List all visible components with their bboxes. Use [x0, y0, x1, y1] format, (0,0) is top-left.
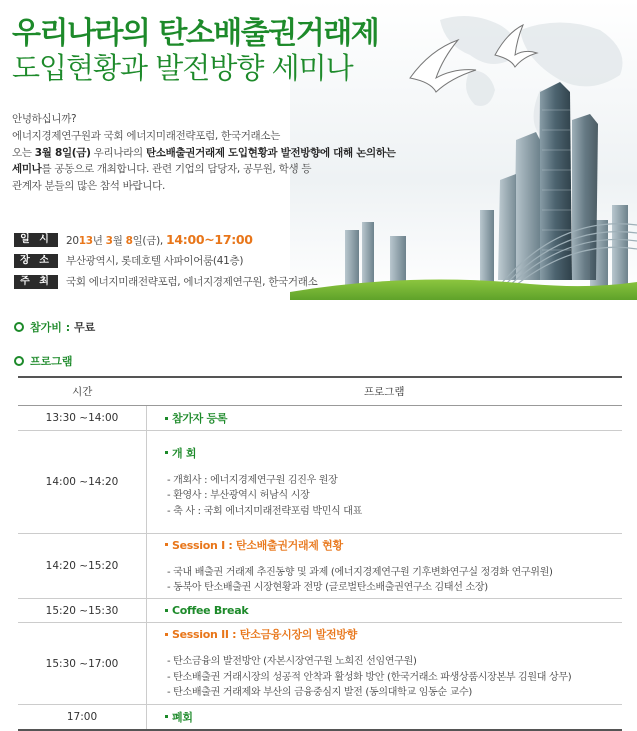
list-item: - 탄소배출권 거래시장의 성공적 안착과 활성화 방안 (한국거래소 파생상품시장본부 김원대 상무) [167, 671, 572, 683]
place-value: 부산광역시, 롯데호텔 사파이어룸(41층) [66, 255, 244, 267]
list-item: - 축 사 : 국회 에너지미래전략포럼 박민식 대표 [167, 505, 363, 517]
bullet-square-icon [165, 451, 168, 454]
page-subtitle: 도입현황과 발전방향 세미나 [12, 51, 353, 85]
list-item: - 동북아 탄소배출권 시장현황과 전망 (글로벌탄소배출권연구소 김태선 소장) [167, 582, 488, 593]
bullet-square-icon [165, 633, 168, 636]
col-program-header: 프로그램 [147, 377, 623, 406]
date-value: 2013년 3월 8일(금), 14:00~17:00 [66, 231, 253, 247]
row-time: 14:20 ~15:20 [18, 534, 147, 599]
table-row [18, 599, 622, 623]
page-title: 우리나라의 탄소배출권거래제 [12, 16, 379, 51]
row-time: 15:20 ~15:30 [18, 599, 147, 623]
list-item: - 탄소배출권 거래제와 부산의 금융중심지 발전 (동의대학교 임동순 교수) [167, 687, 472, 699]
row-title: 개 회 [165, 445, 621, 461]
host-label: 주 최 [14, 275, 58, 289]
place-row [14, 251, 317, 270]
row-items [165, 565, 621, 596]
row-time: 17:00 [18, 705, 147, 730]
program-heading: 프로그램 [14, 353, 73, 369]
bullet-circle-icon [14, 322, 24, 332]
bullet-circle-icon [14, 356, 24, 366]
bullet-square-icon [165, 715, 168, 718]
row-items [165, 654, 621, 701]
table-row [18, 534, 622, 599]
date-row [14, 230, 317, 249]
list-item: - 국내 배출권 거래제 추진동향 및 과제 (에너지경제연구원 기후변화연구실 정경화 연구위원) [167, 566, 553, 578]
row-items [165, 473, 621, 520]
list-item: - 탄소금융의 발전방안 (자본시장연구원 노희진 선임연구원) [167, 656, 417, 668]
event-info [14, 230, 317, 293]
date-label: 일 시 [14, 233, 58, 247]
row-time: 14:00 ~14:20 [18, 431, 147, 534]
row-title: 폐회 [165, 709, 621, 725]
program-table [18, 376, 622, 731]
row-title: Session II : 탄소금융시장의 발전방향 [165, 626, 621, 642]
place-label: 장 소 [14, 254, 58, 268]
intro-text [12, 111, 432, 195]
intro-line: 안녕하십니까? [12, 113, 77, 125]
table-row [18, 406, 622, 431]
row-time: 15:30 ~17:00 [18, 623, 147, 705]
list-item: - 개회사 : 에너지경제연구원 김진우 원장 [167, 474, 338, 486]
row-title: Session I : 탄소배출권거래제 현황 [165, 537, 621, 553]
list-item: - 환영사 : 부산광역시 허남식 시장 [167, 490, 310, 502]
table-row [18, 623, 622, 705]
col-time-header: 시간 [18, 377, 147, 406]
fee-value: 무료 [73, 321, 96, 334]
intro-line: 에너지경제연구원과 국회 에너지미래전략포럼, 한국거래소는 [12, 129, 281, 142]
hero-banner [0, 0, 637, 300]
table-row [18, 705, 622, 730]
host-row [14, 272, 317, 291]
intro-line: 오는 3월 8일(금) 우리나라의 탄소배출권거래제 도입현황과 발전방향에 대해 논의하는 [12, 146, 396, 159]
fee-section: 참가비 : 무료 [14, 319, 95, 335]
bullet-square-icon [165, 609, 168, 612]
row-title: Coffee Break [165, 604, 621, 617]
bullet-square-icon [165, 543, 168, 546]
intro-line: 세미나를 공동으로 개최합니다. 관련 기업의 담당자, 공무원, 학생 등 [12, 163, 312, 176]
host-value: 국회 에너지미래전략포럼, 에너지경제연구원, 한국거래소 [66, 276, 318, 288]
bullet-square-icon [165, 417, 168, 420]
intro-line: 관계자 분들의 많은 참석 바랍니다. [12, 180, 165, 193]
table-row [18, 431, 622, 534]
row-time: 13:30 ~14:00 [18, 406, 147, 431]
row-title: 참가자 등록 [165, 410, 621, 426]
table-header-row [18, 377, 622, 406]
